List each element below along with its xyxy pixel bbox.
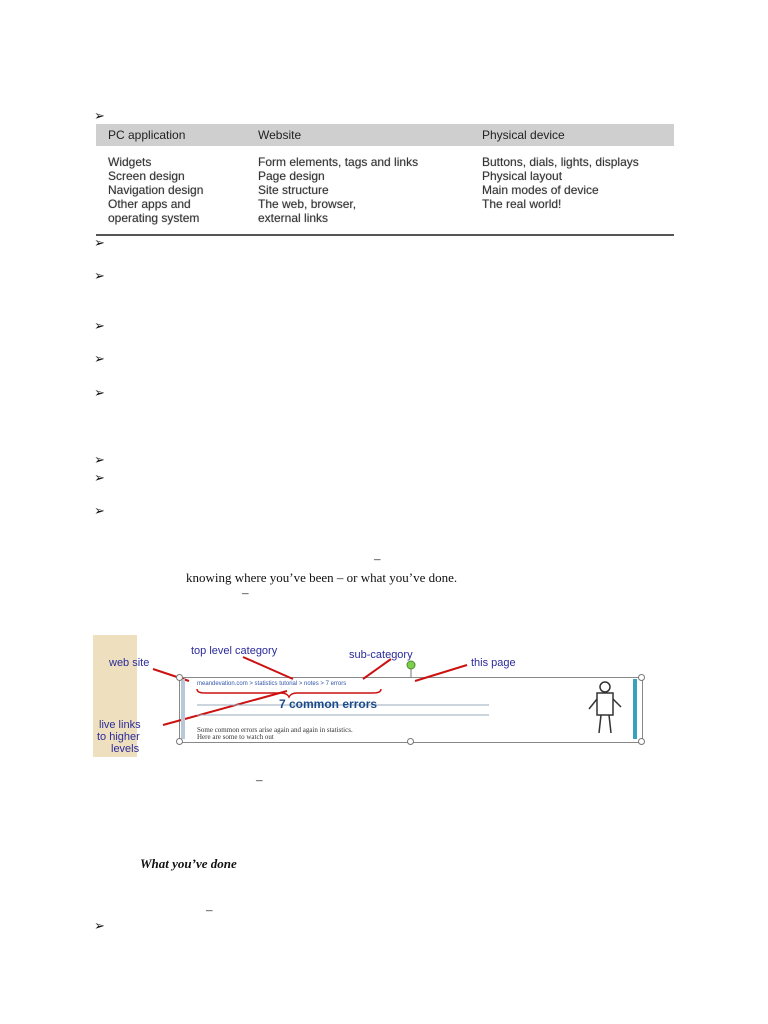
label-live-links: live links [99,719,141,731]
table-bottom-rule [96,234,674,236]
label-levels: levels [111,743,140,755]
breadcrumb-figure [93,635,653,757]
what-done-heading: What you’ve done [140,856,237,871]
table-cell: Navigation design [108,183,204,197]
table-cell: Buttons, dials, lights, displays [482,155,639,169]
table-cell: Page design [258,169,325,183]
table-header-device: Physical device [482,128,565,142]
label-this-page: this page [471,657,516,669]
figure-page-title: 7 common errors [279,697,378,711]
table-cell: external links [258,211,329,225]
arrowhead-bullet-icon: ➢ [94,352,105,367]
table-cell: Site structure [258,183,329,197]
dash-mark: – [256,772,263,787]
dash-mark: – [242,585,249,600]
dash-mark: – [374,551,381,566]
table-body [96,146,674,234]
arrowhead-bullet-icon: ➢ [94,386,105,401]
resize-handle [638,738,645,745]
dash-mark: – [206,902,213,917]
table-cell: Physical layout [482,169,563,183]
table-column-website [258,155,418,225]
table-header-pc: PC application [108,128,186,142]
resize-handle [176,738,183,745]
arrowhead-bullet-icon: ➢ [94,471,105,486]
label-top-level-category: top level category [191,645,278,657]
table-cell: Widgets [108,155,152,169]
arrowhead-bullet-icon: ➢ [94,319,105,334]
table-header-website: Website [258,128,302,142]
arrowhead-bullet-icon: ➢ [94,269,105,284]
figure-body-text: Some common errors arise again and again in statistics. Here are some to watch out [197,726,353,741]
table-cell: Form elements, tags and links [258,155,419,169]
table-cell: Screen design [108,169,185,183]
arrowhead-bullet-icon: ➢ [94,236,105,251]
table-cell: Other apps and [108,197,191,211]
arrowhead-bullet-icon: ➢ [94,504,105,519]
arrowhead-bullet-icon: ➢ [94,919,105,934]
table-column-device [482,155,639,211]
resize-handle [176,674,183,681]
arrowhead-bullet-icon: ➢ [94,109,105,124]
comparison-table [96,124,674,236]
table-cell: The web, browser, [258,197,357,211]
table-cell: operating system [108,211,200,225]
resize-handle [407,738,414,745]
arrowhead-bullet-icon: ➢ [94,453,105,468]
label-sub-category: sub-category [349,649,413,661]
table-cell: Main modes of device [482,183,599,197]
figure-character-icon [585,679,625,737]
table-cell: The real world! [482,197,562,211]
figure-breadcrumb: meandevation.com > statistics tutorial > notes > 7 errors [197,681,347,687]
label-web-site: web site [109,657,150,669]
where-been-line: knowing where you’ve been – or what you’ve done. [186,570,458,585]
table-column-pc [108,155,203,225]
label-to-higher: to higher [97,731,140,743]
table-header-row [96,124,674,146]
resize-handle [638,674,645,681]
